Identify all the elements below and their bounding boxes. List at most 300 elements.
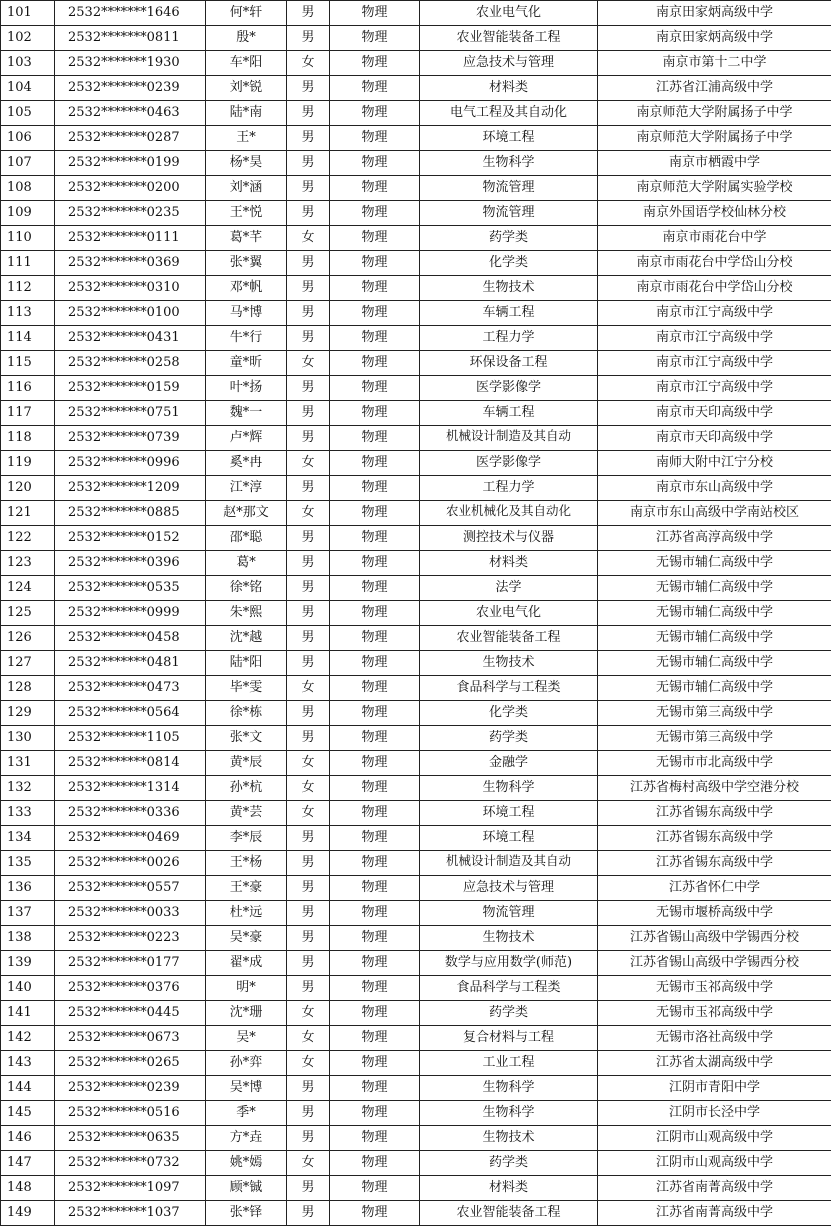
exam-id-cell: 2532*******0431 bbox=[55, 326, 206, 351]
subject-cell: 物理 bbox=[330, 176, 420, 201]
student-name-cell: 童*昕 bbox=[206, 351, 287, 376]
major-cell: 材料类 bbox=[420, 76, 598, 101]
gender-cell: 男 bbox=[287, 726, 330, 751]
gender-cell: 男 bbox=[287, 326, 330, 351]
subject-cell: 物理 bbox=[330, 726, 420, 751]
student-name-cell: 王*杨 bbox=[206, 851, 287, 876]
student-name-cell: 魏*一 bbox=[206, 401, 287, 426]
row-number-cell: 128 bbox=[1, 676, 55, 701]
row-number-cell: 146 bbox=[1, 1126, 55, 1151]
row-number-cell: 119 bbox=[1, 451, 55, 476]
school-cell: 无锡市玉祁高级中学 bbox=[598, 1001, 831, 1026]
student-name-cell: 徐*栋 bbox=[206, 701, 287, 726]
exam-id-cell: 2532*******1097 bbox=[55, 1176, 206, 1201]
table-row bbox=[1, 1151, 831, 1176]
student-name-cell: 牛*行 bbox=[206, 326, 287, 351]
exam-id-cell: 2532*******0469 bbox=[55, 826, 206, 851]
subject-cell: 物理 bbox=[330, 526, 420, 551]
table-row bbox=[1, 351, 831, 376]
exam-id-cell: 2532*******1930 bbox=[55, 51, 206, 76]
major-cell: 农业机械化及其自动化 bbox=[420, 501, 598, 526]
major-cell: 化学类 bbox=[420, 701, 598, 726]
major-cell: 机械设计制造及其自动 bbox=[420, 851, 598, 876]
exam-id-cell: 2532*******0199 bbox=[55, 151, 206, 176]
table-row bbox=[1, 751, 831, 776]
exam-id-cell: 2532*******0177 bbox=[55, 951, 206, 976]
table-row bbox=[1, 251, 831, 276]
row-number-cell: 140 bbox=[1, 976, 55, 1001]
gender-cell: 女 bbox=[287, 1026, 330, 1051]
subject-cell: 物理 bbox=[330, 926, 420, 951]
row-number-cell: 120 bbox=[1, 476, 55, 501]
student-name-cell: 葛* bbox=[206, 551, 287, 576]
school-cell: 南京师范大学附属实验学校 bbox=[598, 176, 831, 201]
exam-id-cell: 2532*******0376 bbox=[55, 976, 206, 1001]
student-name-cell: 陆*阳 bbox=[206, 651, 287, 676]
table-row bbox=[1, 576, 831, 601]
subject-cell: 物理 bbox=[330, 876, 420, 901]
student-name-cell: 叶*扬 bbox=[206, 376, 287, 401]
student-name-cell: 杜*远 bbox=[206, 901, 287, 926]
student-name-cell: 车*阳 bbox=[206, 51, 287, 76]
gender-cell: 男 bbox=[287, 26, 330, 51]
subject-cell: 物理 bbox=[330, 701, 420, 726]
table-row bbox=[1, 1001, 831, 1026]
row-number-cell: 122 bbox=[1, 526, 55, 551]
exam-id-cell: 2532*******1646 bbox=[55, 1, 206, 26]
subject-cell: 物理 bbox=[330, 951, 420, 976]
row-number-cell: 143 bbox=[1, 1051, 55, 1076]
table-row bbox=[1, 551, 831, 576]
row-number-cell: 113 bbox=[1, 301, 55, 326]
row-number-cell: 147 bbox=[1, 1151, 55, 1176]
subject-cell: 物理 bbox=[330, 126, 420, 151]
major-cell: 环境工程 bbox=[420, 826, 598, 851]
exam-id-cell: 2532*******0152 bbox=[55, 526, 206, 551]
row-number-cell: 105 bbox=[1, 101, 55, 126]
school-cell: 江阴市山观高级中学 bbox=[598, 1151, 831, 1176]
table-row bbox=[1, 951, 831, 976]
row-number-cell: 131 bbox=[1, 751, 55, 776]
gender-cell: 男 bbox=[287, 701, 330, 726]
major-cell: 药学类 bbox=[420, 1001, 598, 1026]
row-number-cell: 115 bbox=[1, 351, 55, 376]
gender-cell: 女 bbox=[287, 751, 330, 776]
gender-cell: 男 bbox=[287, 426, 330, 451]
school-cell: 南京田家炳高级中学 bbox=[598, 1, 831, 26]
subject-cell: 物理 bbox=[330, 1001, 420, 1026]
student-name-cell: 邵*聪 bbox=[206, 526, 287, 551]
school-cell: 江苏省锡东高级中学 bbox=[598, 801, 831, 826]
subject-cell: 物理 bbox=[330, 751, 420, 776]
gender-cell: 男 bbox=[287, 651, 330, 676]
subject-cell: 物理 bbox=[330, 1176, 420, 1201]
exam-id-cell: 2532*******0235 bbox=[55, 201, 206, 226]
school-cell: 无锡市市北高级中学 bbox=[598, 751, 831, 776]
major-cell: 数学与应用数学(师范) bbox=[420, 951, 598, 976]
table-body bbox=[1, 1, 831, 1226]
table-row bbox=[1, 151, 831, 176]
gender-cell: 男 bbox=[287, 601, 330, 626]
major-cell: 药学类 bbox=[420, 1151, 598, 1176]
major-cell: 电气工程及其自动化 bbox=[420, 101, 598, 126]
school-cell: 南京外国语学校仙林分校 bbox=[598, 201, 831, 226]
gender-cell: 男 bbox=[287, 76, 330, 101]
gender-cell: 女 bbox=[287, 226, 330, 251]
student-name-cell: 吴*博 bbox=[206, 1076, 287, 1101]
school-cell: 无锡市玉祁高级中学 bbox=[598, 976, 831, 1001]
row-number-cell: 109 bbox=[1, 201, 55, 226]
subject-cell: 物理 bbox=[330, 301, 420, 326]
exam-id-cell: 2532*******0463 bbox=[55, 101, 206, 126]
student-name-cell: 杨*昊 bbox=[206, 151, 287, 176]
exam-id-cell: 2532*******0535 bbox=[55, 576, 206, 601]
major-cell: 化学类 bbox=[420, 251, 598, 276]
row-number-cell: 111 bbox=[1, 251, 55, 276]
subject-cell: 物理 bbox=[330, 76, 420, 101]
student-name-cell: 方*垚 bbox=[206, 1126, 287, 1151]
major-cell: 车辆工程 bbox=[420, 301, 598, 326]
student-name-cell: 刘*涵 bbox=[206, 176, 287, 201]
school-cell: 江苏省江浦高级中学 bbox=[598, 76, 831, 101]
gender-cell: 男 bbox=[287, 1201, 330, 1226]
student-name-cell: 王* bbox=[206, 126, 287, 151]
school-cell: 无锡市辅仁高级中学 bbox=[598, 676, 831, 701]
exam-id-cell: 2532*******0557 bbox=[55, 876, 206, 901]
table-row bbox=[1, 676, 831, 701]
subject-cell: 物理 bbox=[330, 376, 420, 401]
exam-id-cell: 2532*******0516 bbox=[55, 1101, 206, 1126]
school-cell: 江苏省锡东高级中学 bbox=[598, 851, 831, 876]
subject-cell: 物理 bbox=[330, 401, 420, 426]
subject-cell: 物理 bbox=[330, 1151, 420, 1176]
row-number-cell: 142 bbox=[1, 1026, 55, 1051]
gender-cell: 男 bbox=[287, 376, 330, 401]
subject-cell: 物理 bbox=[330, 1051, 420, 1076]
major-cell: 农业智能装备工程 bbox=[420, 626, 598, 651]
subject-cell: 物理 bbox=[330, 226, 420, 251]
exam-id-cell: 2532*******0885 bbox=[55, 501, 206, 526]
exam-id-cell: 2532*******0999 bbox=[55, 601, 206, 626]
major-cell: 物流管理 bbox=[420, 901, 598, 926]
student-name-cell: 赵*那文 bbox=[206, 501, 287, 526]
major-cell: 复合材料与工程 bbox=[420, 1026, 598, 1051]
gender-cell: 男 bbox=[287, 126, 330, 151]
student-name-cell: 吴* bbox=[206, 1026, 287, 1051]
row-number-cell: 114 bbox=[1, 326, 55, 351]
school-cell: 无锡市第三高级中学 bbox=[598, 726, 831, 751]
row-number-cell: 117 bbox=[1, 401, 55, 426]
school-cell: 江阴市青阳中学 bbox=[598, 1076, 831, 1101]
exam-id-cell: 2532*******1105 bbox=[55, 726, 206, 751]
student-name-cell: 翟*成 bbox=[206, 951, 287, 976]
gender-cell: 男 bbox=[287, 876, 330, 901]
school-cell: 江苏省南菁高级中学 bbox=[598, 1201, 831, 1226]
exam-id-cell: 2532*******0481 bbox=[55, 651, 206, 676]
row-number-cell: 116 bbox=[1, 376, 55, 401]
subject-cell: 物理 bbox=[330, 451, 420, 476]
subject-cell: 物理 bbox=[330, 101, 420, 126]
gender-cell: 男 bbox=[287, 101, 330, 126]
student-name-cell: 季* bbox=[206, 1101, 287, 1126]
gender-cell: 男 bbox=[287, 276, 330, 301]
student-name-cell: 邓*帆 bbox=[206, 276, 287, 301]
table-row bbox=[1, 401, 831, 426]
major-cell: 物流管理 bbox=[420, 201, 598, 226]
exam-id-cell: 2532*******0673 bbox=[55, 1026, 206, 1051]
subject-cell: 物理 bbox=[330, 151, 420, 176]
table-row bbox=[1, 476, 831, 501]
subject-cell: 物理 bbox=[330, 1, 420, 26]
gender-cell: 女 bbox=[287, 801, 330, 826]
student-name-cell: 沈*越 bbox=[206, 626, 287, 651]
table-row bbox=[1, 626, 831, 651]
subject-cell: 物理 bbox=[330, 651, 420, 676]
student-name-cell: 明* bbox=[206, 976, 287, 1001]
student-name-cell: 刘*锐 bbox=[206, 76, 287, 101]
major-cell: 生物科学 bbox=[420, 1076, 598, 1101]
student-name-cell: 毕*雯 bbox=[206, 676, 287, 701]
row-number-cell: 148 bbox=[1, 1176, 55, 1201]
major-cell: 工程力学 bbox=[420, 326, 598, 351]
school-cell: 江苏省怀仁中学 bbox=[598, 876, 831, 901]
student-name-cell: 张*文 bbox=[206, 726, 287, 751]
student-name-cell: 姚*嫣 bbox=[206, 1151, 287, 1176]
major-cell: 环境工程 bbox=[420, 126, 598, 151]
school-cell: 无锡市堰桥高级中学 bbox=[598, 901, 831, 926]
row-number-cell: 141 bbox=[1, 1001, 55, 1026]
student-name-cell: 张*铎 bbox=[206, 1201, 287, 1226]
school-cell: 无锡市洛社高级中学 bbox=[598, 1026, 831, 1051]
row-number-cell: 103 bbox=[1, 51, 55, 76]
school-cell: 江苏省太湖高级中学 bbox=[598, 1051, 831, 1076]
major-cell: 药学类 bbox=[420, 226, 598, 251]
school-cell: 无锡市第三高级中学 bbox=[598, 701, 831, 726]
row-number-cell: 144 bbox=[1, 1076, 55, 1101]
student-name-cell: 黄*辰 bbox=[206, 751, 287, 776]
student-name-cell: 陆*南 bbox=[206, 101, 287, 126]
exam-id-cell: 2532*******0811 bbox=[55, 26, 206, 51]
row-number-cell: 145 bbox=[1, 1101, 55, 1126]
row-number-cell: 106 bbox=[1, 126, 55, 151]
table-row bbox=[1, 126, 831, 151]
table-row bbox=[1, 76, 831, 101]
subject-cell: 物理 bbox=[330, 601, 420, 626]
student-name-cell: 马*博 bbox=[206, 301, 287, 326]
row-number-cell: 134 bbox=[1, 826, 55, 851]
exam-id-cell: 2532*******0458 bbox=[55, 626, 206, 651]
major-cell: 工程力学 bbox=[420, 476, 598, 501]
exam-id-cell: 2532*******0111 bbox=[55, 226, 206, 251]
exam-id-cell: 2532*******0033 bbox=[55, 901, 206, 926]
gender-cell: 男 bbox=[287, 526, 330, 551]
school-cell: 江苏省梅村高级中学空港分校 bbox=[598, 776, 831, 801]
subject-cell: 物理 bbox=[330, 1026, 420, 1051]
row-number-cell: 121 bbox=[1, 501, 55, 526]
exam-id-cell: 2532*******0739 bbox=[55, 426, 206, 451]
school-cell: 南京市雨花台中学岱山分校 bbox=[598, 251, 831, 276]
exam-id-cell: 2532*******0223 bbox=[55, 926, 206, 951]
major-cell: 农业智能装备工程 bbox=[420, 26, 598, 51]
table-row bbox=[1, 1026, 831, 1051]
school-cell: 南京师范大学附属扬子中学 bbox=[598, 101, 831, 126]
subject-cell: 物理 bbox=[330, 426, 420, 451]
exam-id-cell: 2532*******0732 bbox=[55, 1151, 206, 1176]
student-name-cell: 王*悦 bbox=[206, 201, 287, 226]
exam-id-cell: 2532*******0445 bbox=[55, 1001, 206, 1026]
gender-cell: 男 bbox=[287, 1126, 330, 1151]
gender-cell: 男 bbox=[287, 201, 330, 226]
school-cell: 江苏省南菁高级中学 bbox=[598, 1176, 831, 1201]
row-number-cell: 139 bbox=[1, 951, 55, 976]
exam-id-cell: 2532*******0396 bbox=[55, 551, 206, 576]
gender-cell: 男 bbox=[287, 926, 330, 951]
row-number-cell: 125 bbox=[1, 601, 55, 626]
row-number-cell: 108 bbox=[1, 176, 55, 201]
school-cell: 南京市东山高级中学 bbox=[598, 476, 831, 501]
table-row bbox=[1, 501, 831, 526]
student-name-cell: 江*淳 bbox=[206, 476, 287, 501]
subject-cell: 物理 bbox=[330, 551, 420, 576]
gender-cell: 男 bbox=[287, 1, 330, 26]
school-cell: 南京市雨花台中学 bbox=[598, 226, 831, 251]
subject-cell: 物理 bbox=[330, 326, 420, 351]
major-cell: 金融学 bbox=[420, 751, 598, 776]
major-cell: 环保设备工程 bbox=[420, 351, 598, 376]
exam-id-cell: 2532*******0200 bbox=[55, 176, 206, 201]
row-number-cell: 133 bbox=[1, 801, 55, 826]
table-row bbox=[1, 876, 831, 901]
gender-cell: 男 bbox=[287, 476, 330, 501]
major-cell: 测控技术与仪器 bbox=[420, 526, 598, 551]
major-cell: 生物技术 bbox=[420, 1126, 598, 1151]
row-number-cell: 137 bbox=[1, 901, 55, 926]
major-cell: 机械设计制造及其自动 bbox=[420, 426, 598, 451]
major-cell: 工业工程 bbox=[420, 1051, 598, 1076]
major-cell: 法学 bbox=[420, 576, 598, 601]
row-number-cell: 135 bbox=[1, 851, 55, 876]
school-cell: 南京市江宁高级中学 bbox=[598, 301, 831, 326]
table-row bbox=[1, 276, 831, 301]
gender-cell: 男 bbox=[287, 976, 330, 1001]
major-cell: 食品科学与工程类 bbox=[420, 976, 598, 1001]
row-number-cell: 127 bbox=[1, 651, 55, 676]
school-cell: 南师大附中江宁分校 bbox=[598, 451, 831, 476]
student-name-cell: 李*辰 bbox=[206, 826, 287, 851]
exam-id-cell: 2532*******1314 bbox=[55, 776, 206, 801]
student-name-cell: 徐*铭 bbox=[206, 576, 287, 601]
gender-cell: 女 bbox=[287, 776, 330, 801]
student-name-cell: 殷* bbox=[206, 26, 287, 51]
major-cell: 生物科学 bbox=[420, 151, 598, 176]
row-number-cell: 124 bbox=[1, 576, 55, 601]
table-row bbox=[1, 926, 831, 951]
exam-id-cell: 2532*******0026 bbox=[55, 851, 206, 876]
student-name-cell: 吴*豪 bbox=[206, 926, 287, 951]
table-row bbox=[1, 901, 831, 926]
table-row bbox=[1, 601, 831, 626]
exam-id-cell: 2532*******1037 bbox=[55, 1201, 206, 1226]
major-cell: 生物科学 bbox=[420, 1101, 598, 1126]
subject-cell: 物理 bbox=[330, 851, 420, 876]
table-row bbox=[1, 326, 831, 351]
exam-id-cell: 2532*******0258 bbox=[55, 351, 206, 376]
table-row bbox=[1, 1176, 831, 1201]
exam-id-cell: 2532*******0239 bbox=[55, 76, 206, 101]
major-cell: 物流管理 bbox=[420, 176, 598, 201]
gender-cell: 女 bbox=[287, 501, 330, 526]
major-cell: 农业电气化 bbox=[420, 1, 598, 26]
exam-id-cell: 2532*******0814 bbox=[55, 751, 206, 776]
school-cell: 无锡市辅仁高级中学 bbox=[598, 551, 831, 576]
gender-cell: 男 bbox=[287, 401, 330, 426]
gender-cell: 男 bbox=[287, 626, 330, 651]
gender-cell: 男 bbox=[287, 1101, 330, 1126]
student-name-cell: 朱*熙 bbox=[206, 601, 287, 626]
student-name-cell: 卢*辉 bbox=[206, 426, 287, 451]
row-number-cell: 130 bbox=[1, 726, 55, 751]
row-number-cell: 104 bbox=[1, 76, 55, 101]
major-cell: 医学影像学 bbox=[420, 451, 598, 476]
table-row bbox=[1, 801, 831, 826]
student-name-cell: 葛*芊 bbox=[206, 226, 287, 251]
table-row bbox=[1, 726, 831, 751]
row-number-cell: 118 bbox=[1, 426, 55, 451]
subject-cell: 物理 bbox=[330, 576, 420, 601]
school-cell: 南京市江宁高级中学 bbox=[598, 351, 831, 376]
school-cell: 南京市江宁高级中学 bbox=[598, 376, 831, 401]
major-cell: 食品科学与工程类 bbox=[420, 676, 598, 701]
major-cell: 生物技术 bbox=[420, 276, 598, 301]
student-name-cell: 王*豪 bbox=[206, 876, 287, 901]
subject-cell: 物理 bbox=[330, 826, 420, 851]
exam-id-cell: 2532*******0635 bbox=[55, 1126, 206, 1151]
major-cell: 药学类 bbox=[420, 726, 598, 751]
table-row bbox=[1, 1051, 831, 1076]
exam-id-cell: 2532*******0473 bbox=[55, 676, 206, 701]
school-cell: 南京市第十二中学 bbox=[598, 51, 831, 76]
school-cell: 南京师范大学附属扬子中学 bbox=[598, 126, 831, 151]
gender-cell: 男 bbox=[287, 551, 330, 576]
table-row bbox=[1, 101, 831, 126]
student-name-cell: 孙*杭 bbox=[206, 776, 287, 801]
student-name-cell: 沈*珊 bbox=[206, 1001, 287, 1026]
subject-cell: 物理 bbox=[330, 801, 420, 826]
exam-id-cell: 2532*******0564 bbox=[55, 701, 206, 726]
table-row bbox=[1, 851, 831, 876]
major-cell: 生物技术 bbox=[420, 651, 598, 676]
student-name-cell: 黄*芸 bbox=[206, 801, 287, 826]
gender-cell: 男 bbox=[287, 301, 330, 326]
school-cell: 南京市江宁高级中学 bbox=[598, 326, 831, 351]
table-row bbox=[1, 1076, 831, 1101]
table-row bbox=[1, 1, 831, 26]
school-cell: 无锡市辅仁高级中学 bbox=[598, 626, 831, 651]
major-cell: 应急技术与管理 bbox=[420, 51, 598, 76]
major-cell: 材料类 bbox=[420, 551, 598, 576]
table-row bbox=[1, 651, 831, 676]
exam-id-cell: 2532*******0369 bbox=[55, 251, 206, 276]
student-name-cell: 何*轩 bbox=[206, 1, 287, 26]
gender-cell: 男 bbox=[287, 851, 330, 876]
table-row bbox=[1, 201, 831, 226]
school-cell: 江苏省锡山高级中学锡西分校 bbox=[598, 926, 831, 951]
table-row bbox=[1, 1101, 831, 1126]
row-number-cell: 126 bbox=[1, 626, 55, 651]
school-cell: 江阴市长泾中学 bbox=[598, 1101, 831, 1126]
major-cell: 材料类 bbox=[420, 1176, 598, 1201]
table-row bbox=[1, 301, 831, 326]
